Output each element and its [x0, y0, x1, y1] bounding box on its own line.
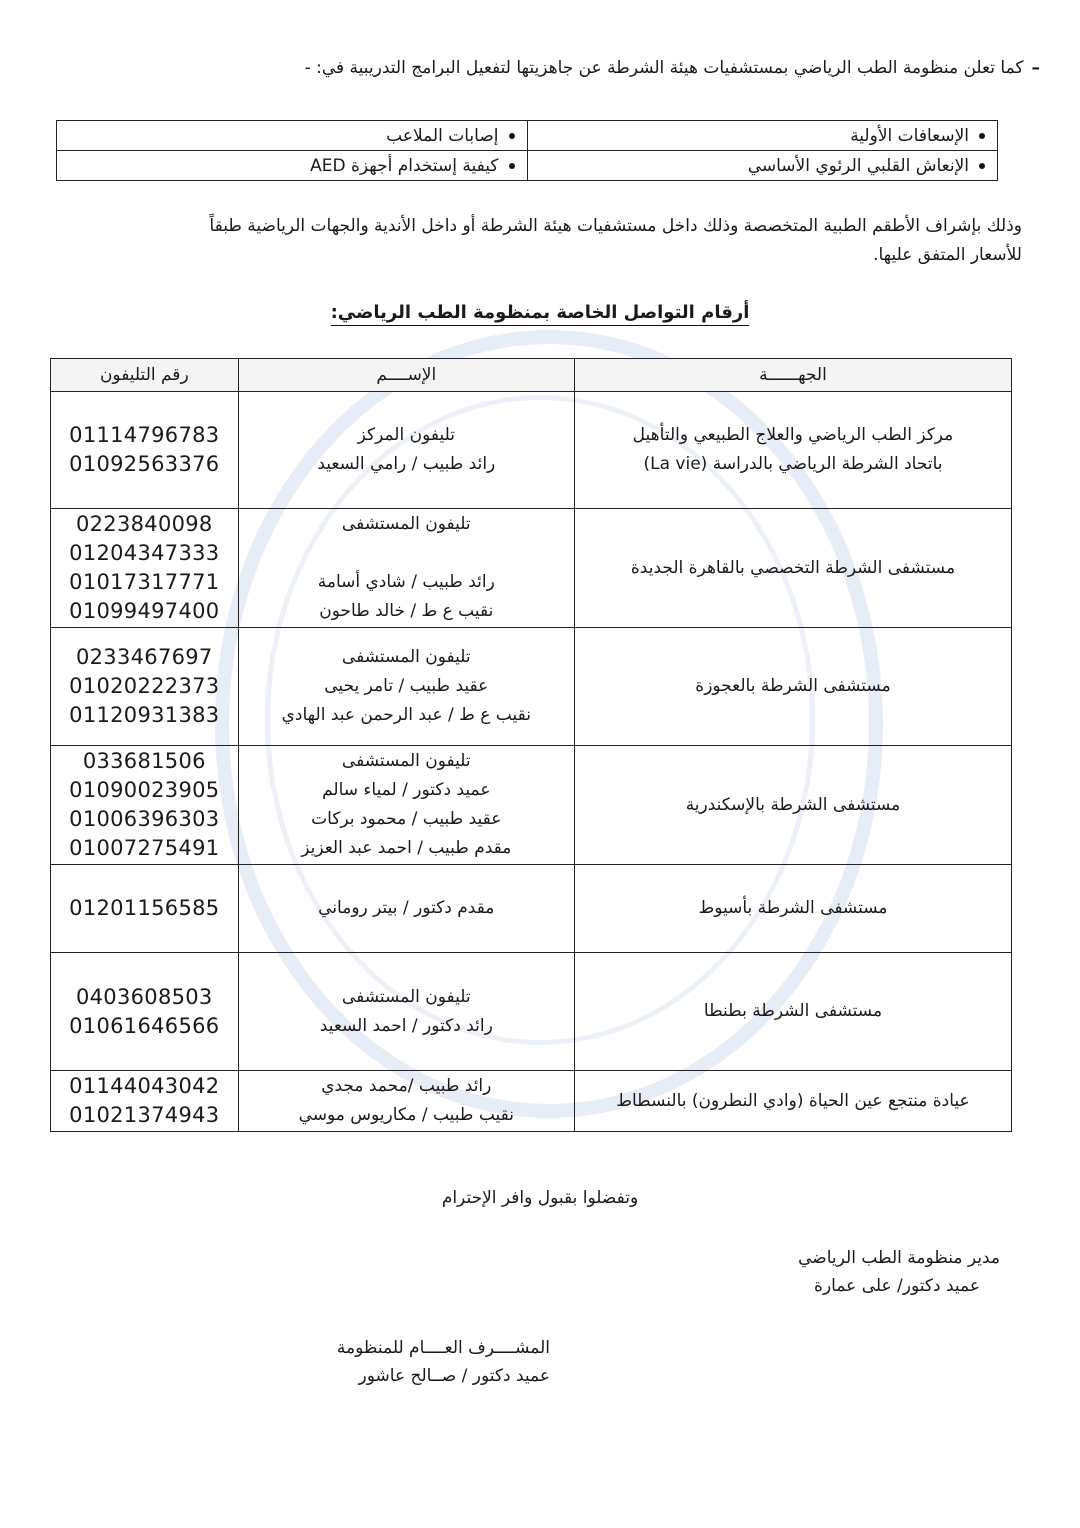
- name-line: رائد طبيب / شادي أسامة: [317, 572, 495, 592]
- closing-line: وتفضلوا بقبول وافر الإحترام: [441, 1188, 639, 1208]
- dash-bullet: –: [1031, 58, 1040, 78]
- phone-line: 01090023905: [69, 778, 220, 802]
- org-line: مستشفى الشرطة بالإسكندرية: [685, 794, 901, 815]
- table-row: [57, 151, 998, 181]
- bullet-icon: [509, 163, 515, 169]
- phone-line: 01144043042: [69, 1074, 220, 1098]
- name-line: رائد طبيب /محمد مجدي: [321, 1076, 492, 1096]
- org-line: مستشفى الشرطة بأسيوط: [698, 898, 888, 918]
- phone-cell: [51, 746, 239, 865]
- name-cell: [238, 953, 574, 1071]
- name-cell: [238, 746, 574, 865]
- org-cell: [574, 865, 1011, 953]
- program-cell: كيفية إستخدام أجهزة AED: [57, 151, 528, 181]
- name-line: تليفون المستشفى: [341, 986, 471, 1007]
- name-line: نقيب ع ط / خالد طاحون: [319, 601, 494, 621]
- table-row: [51, 392, 1012, 509]
- phone-line: 01201156585: [69, 896, 220, 920]
- phone-line: 01021374943: [69, 1103, 220, 1127]
- table-row: [51, 953, 1012, 1071]
- org-cell: [574, 953, 1011, 1071]
- phone-cell: [51, 1071, 239, 1132]
- phone-line: 033681506: [82, 749, 206, 773]
- name-line: نقيب طبيب / مكاريوس موسي: [298, 1105, 514, 1125]
- phone-line: 01114796783: [69, 423, 220, 447]
- phone-line: 01099497400: [69, 599, 220, 623]
- phone-line: 01061646566: [69, 1013, 220, 1038]
- contacts-table: [50, 358, 1012, 1132]
- program-cell: إصابات الملاعب: [57, 121, 528, 151]
- name-cell: [238, 392, 574, 509]
- table-row: [57, 121, 998, 151]
- org-line: باتحاد الشرطة الرياضي بالدراسة (La vie): [643, 454, 943, 474]
- table-row: [51, 1071, 1012, 1132]
- phone-cell: [51, 865, 239, 953]
- org-cell: [574, 746, 1011, 865]
- phone-line: 0233467697: [75, 645, 213, 669]
- phone-line: 01120931383: [69, 703, 220, 727]
- header-phone: رقم التليفون: [51, 359, 239, 392]
- name-cell: [238, 1071, 574, 1132]
- table-row: [51, 746, 1012, 865]
- signature-director: مدير منظومة الطب الرياضي عميد دكتور/ على عمارة: [798, 1248, 1000, 1296]
- org-line: مستشفى الشرطة بالعجوزة: [695, 676, 891, 696]
- table-row: [51, 628, 1012, 746]
- org-cell: [574, 509, 1011, 628]
- supervision-paragraph: وذلك بإشراف الأطقم الطبية المتخصصة وذلك داخل مستشفيات هيئة الشرطة أو داخل الأندية والجهات الرياضية طبقاً للأسعار المتفق عليها.: [209, 216, 1022, 265]
- phone-cell: [51, 392, 239, 509]
- name-line: [240, 539, 573, 568]
- name-cell: [238, 628, 574, 746]
- org-line: مستشفى الشرطة بطنطا: [703, 1001, 883, 1021]
- name-line: مقدم طبيب / احمد عبد العزيز: [301, 838, 512, 858]
- bullet-icon: [979, 163, 985, 169]
- phone-line: 01006396303: [69, 807, 220, 831]
- phone-line: 01020222373: [69, 674, 220, 698]
- signature-supervisor: المشــــرف العــــام للمنظومة عميد دكتور / صــالح عاشور: [336, 1338, 550, 1386]
- phone-cell: [51, 953, 239, 1071]
- header-name: الإســــم: [238, 359, 574, 392]
- phone-line: 0223840098: [75, 512, 213, 536]
- bullet-icon: [509, 133, 515, 139]
- name-line: عقيد طبيب / تامر يحيى: [324, 676, 489, 696]
- phone-line: 01092563376: [69, 452, 220, 476]
- org-line: عيادة منتجع عين الحياة (وادي النطرون) بالنسطاط: [616, 1090, 970, 1111]
- org-line: مستشفى الشرطة التخصصي بالقاهرة الجديدة: [630, 557, 956, 578]
- org-cell: [574, 392, 1011, 509]
- phone-line: 01017317771: [69, 570, 220, 594]
- name-line: مقدم دكتور / بيتر روماني: [318, 898, 495, 918]
- intro-line: –كما تعلن منظومة الطب الرياضي بمستشفيات هيئة الشرطة عن جاهزيتها لتفعيل البرامج التدريبية في: -: [304, 58, 1040, 78]
- phone-line: 0403608503: [75, 984, 213, 1009]
- table-row: [51, 509, 1012, 628]
- name-line: تليفون المستشفى: [341, 647, 471, 667]
- phone-cell: [51, 628, 239, 746]
- contacts-heading: أرقام التواصل الخاصة بمنظومة الطب الرياضي:: [0, 302, 1080, 326]
- name-line: رائد طبيب / رامي السعيد: [317, 454, 496, 474]
- header-org: الجهــــــة: [574, 359, 1011, 392]
- org-cell: [574, 628, 1011, 746]
- bullet-icon: [979, 133, 985, 139]
- name-cell: [238, 865, 574, 953]
- name-line: نقيب ع ط / عبد الرحمن عبد الهادي: [281, 705, 531, 725]
- name-line: تليفون المستشفى: [341, 514, 471, 534]
- program-cell: الإنعاش القلبي الرئوي الأساسي: [527, 151, 998, 181]
- name-line: رائد دكتور / احمد السعيد: [319, 1015, 493, 1036]
- org-cell: [574, 1071, 1011, 1132]
- phone-cell: [51, 509, 239, 628]
- phone-line: 01204347333: [69, 541, 220, 565]
- name-cell: [238, 509, 574, 628]
- table-header-row: [51, 359, 1012, 392]
- org-line: مركز الطب الرياضي والعلاج الطبيعي والتأهيل: [632, 425, 954, 445]
- table-row: [51, 865, 1012, 953]
- name-line: تليفون المستشفى: [341, 751, 471, 771]
- name-line: عميد دكتور / لمياء سالم: [322, 780, 491, 800]
- name-line: تليفون المركز: [357, 425, 455, 445]
- phone-line: 01007275491: [69, 836, 220, 860]
- name-line: عقيد طبيب / محمود بركات: [311, 809, 502, 829]
- training-programs-table: [56, 120, 998, 181]
- program-cell: الإسعافات الأولية: [527, 121, 998, 151]
